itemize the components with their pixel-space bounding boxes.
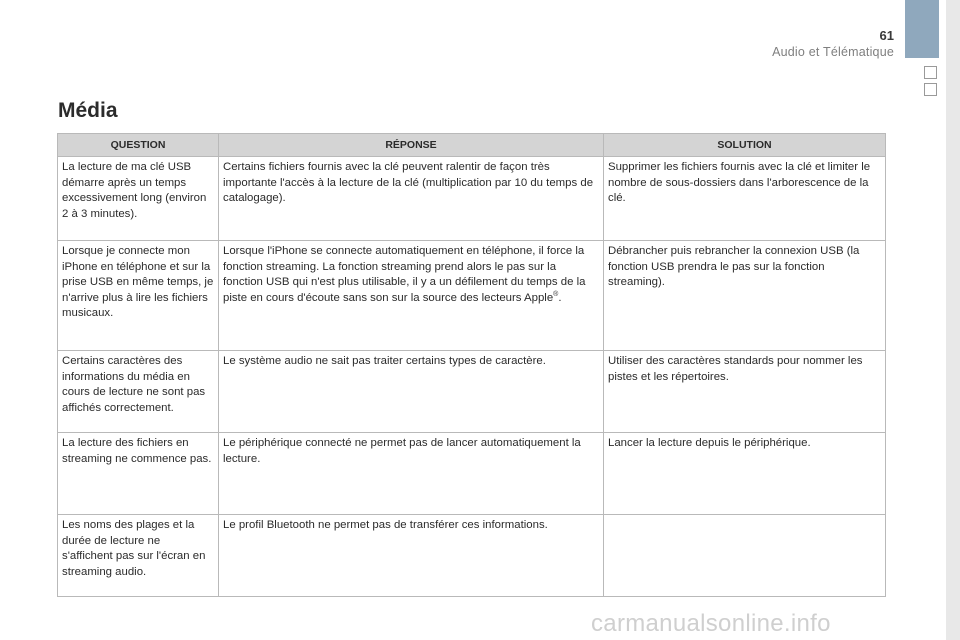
question-cell: La lecture de ma clé USB démarre après un temps excessivement long (environ 2 à 3 minutes). bbox=[58, 157, 219, 241]
solution-cell: Débrancher puis rebrancher la connexion USB (la fonction USB prendra le pas sur la fonction streaming). bbox=[604, 241, 886, 351]
chapter-title: Audio et Télématique bbox=[772, 45, 894, 59]
answer-cell: Le profil Bluetooth ne permet pas de transférer ces informations. bbox=[219, 515, 604, 597]
nav-box-icon[interactable] bbox=[924, 66, 937, 79]
solution-cell: Lancer la lecture depuis le périphérique. bbox=[604, 433, 886, 515]
table-header-row bbox=[58, 134, 886, 157]
table-row bbox=[58, 351, 886, 433]
column-header-answer: RÉPONSE bbox=[219, 134, 604, 157]
column-header-question: QUESTION bbox=[58, 134, 219, 157]
answer-cell: Le périphérique connecté ne permet pas de lancer automatiquement la lecture. bbox=[219, 433, 604, 515]
table-row bbox=[58, 515, 886, 597]
answer-text: Lorsque l'iPhone se connecte automatiquement en téléphone, il force la fonction streaming. La fonction streaming prend alors le pas sur la fonction USB qui n'est plus utilisable, il y a un défilement du temps de la piste en cours d'écoute sans son sur la source des lecteurs Apple bbox=[223, 245, 586, 304]
answer-cell: Certains fichiers fournis avec la clé peuvent ralentir de façon très importante l'accès à la lecture de la clé (multiplication par 10 du temps de catalogage). bbox=[219, 157, 604, 241]
table-row bbox=[58, 241, 886, 351]
answer-cell bbox=[219, 241, 604, 351]
question-cell: Lorsque je connecte mon iPhone en téléphone et sur la prise USB en même temps, je n'arrive plus à lire les fichiers musicaux. bbox=[58, 241, 219, 351]
question-cell: Les noms des plages et la durée de lecture ne s'affichent pas sur l'écran en streaming audio. bbox=[58, 515, 219, 597]
page-edge-strip bbox=[946, 0, 960, 640]
column-header-solution: SOLUTION bbox=[604, 134, 886, 157]
solution-cell: Utiliser des caractères standards pour nommer les pistes et les répertoires. bbox=[604, 351, 886, 433]
table-row bbox=[58, 433, 886, 515]
answer-cell: Le système audio ne sait pas traiter certains types de caractère. bbox=[219, 351, 604, 433]
section-title: Média bbox=[58, 99, 118, 122]
question-cell: La lecture des fichiers en streaming ne commence pas. bbox=[58, 433, 219, 515]
watermark: carmanualsonline.info bbox=[591, 610, 831, 637]
table-row bbox=[58, 157, 886, 241]
answer-text-end: . bbox=[558, 291, 562, 304]
faq-table bbox=[57, 133, 886, 597]
page-number: 61 bbox=[879, 28, 894, 43]
nav-box-icon[interactable] bbox=[924, 83, 937, 96]
solution-cell bbox=[604, 515, 886, 597]
question-cell: Certains caractères des informations du média en cours de lecture ne sont pas affichés correctement. bbox=[58, 351, 219, 433]
registered-mark: ® bbox=[553, 290, 559, 298]
solution-cell: Supprimer les fichiers fournis avec la clé et limiter le nombre de sous-dossiers dans l'arborescence de la clé. bbox=[604, 157, 886, 241]
chapter-tab[interactable] bbox=[905, 0, 939, 58]
